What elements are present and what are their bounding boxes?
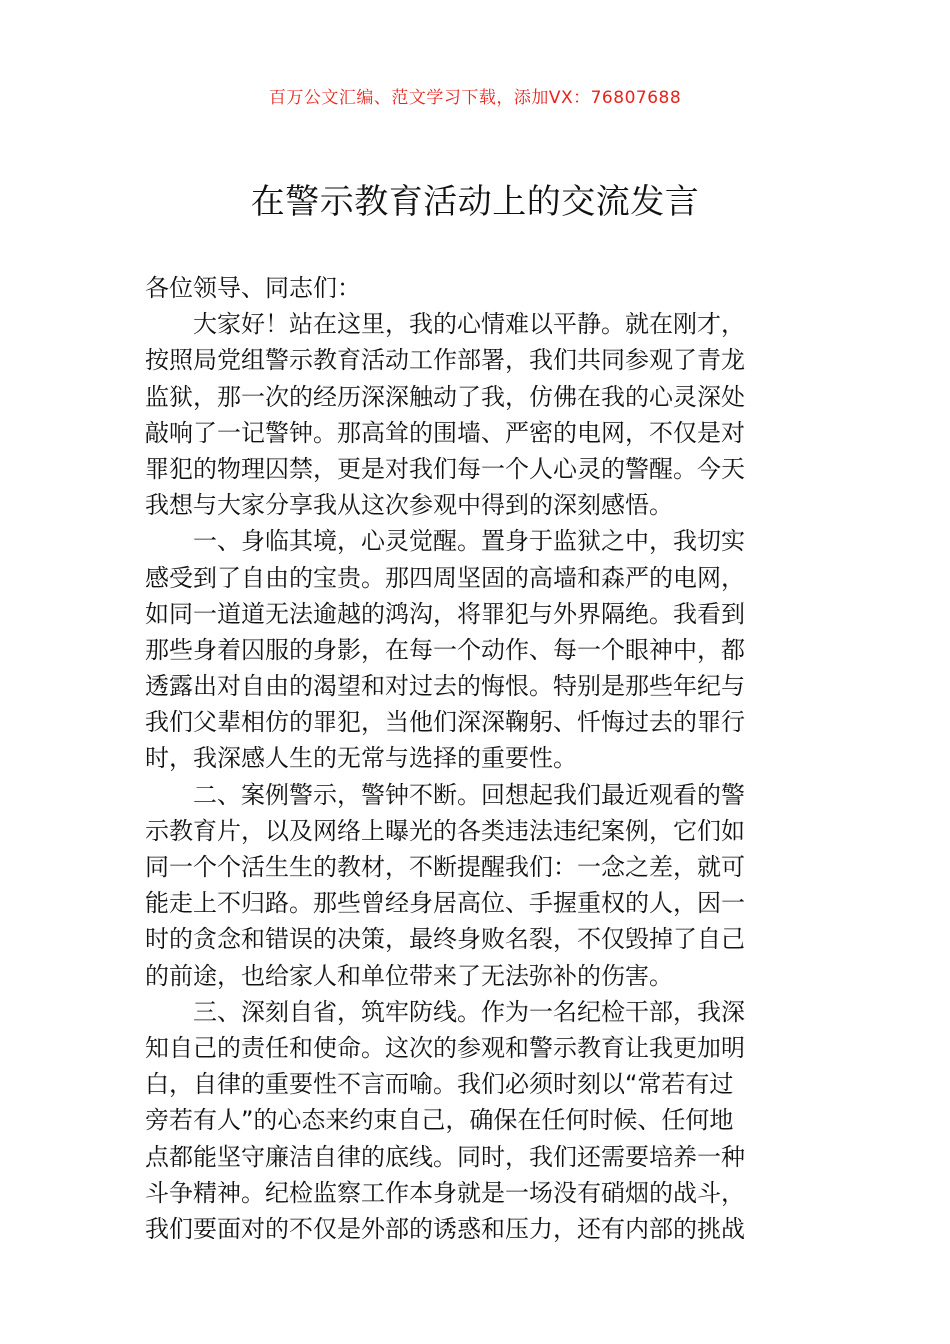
paragraph-line: 如同一道道无法逾越的鸿沟，将罪犯与外界隔绝。我看到 — [145, 599, 745, 628]
paragraph-line: 点都能坚守廉洁自律的底线。同时，我们还需要培养一种 — [145, 1142, 745, 1171]
paragraph-line: 白，自律的重要性不言而喻。我们必须时刻以“常若有过 — [145, 1070, 734, 1099]
paragraph-line: 知自己的责任和使命。这次的参观和警示教育让我更加明 — [145, 1033, 745, 1062]
paragraph-line: 罪犯的物理囚禁，更是对我们每一个人心灵的警醒。今天 — [145, 454, 745, 483]
paragraph-section-three — [145, 994, 807, 1247]
paragraph-line: 三、深刻自省，筑牢防线。作为一名纪检干部，我深 — [193, 997, 745, 1026]
paragraph-line: 时，我深感人生的无常与选择的重要性。 — [145, 744, 577, 773]
paragraph-line: 的前途，也给家人和单位带来了无法弥补的伤害。 — [145, 961, 673, 990]
paragraph-line: 那些身着囚服的身影，在每一个动作、每一个眼神中，都 — [145, 635, 745, 664]
paragraph-line: 旁若有人”的心态来约束自己，确保在任何时候、任何地 — [145, 1106, 734, 1135]
paragraph-line: 透露出对自由的渴望和对过去的悔恨。特别是那些年纪与 — [145, 672, 745, 701]
download-notice: 百万公文汇编、范文学习下载，添加VX：76807688 — [268, 88, 682, 108]
paragraph-line: 我想与大家分享我从这次参观中得到的深刻感悟。 — [145, 491, 673, 520]
paragraph-line: 我们要面对的不仅是外部的诱惑和压力，还有内部的挑战 — [145, 1214, 745, 1243]
paragraph-opening — [145, 306, 807, 523]
paragraph-line: 能走上不归路。那些曾经身居高位、手握重权的人，因一 — [145, 889, 745, 918]
paragraph-line: 感受到了自由的宝贵。那四周坚固的高墙和森严的电网， — [145, 563, 745, 592]
paragraph-line: 我们父辈相仿的罪犯，当他们深深鞠躬、忏悔过去的罪行 — [145, 708, 745, 737]
document-body — [145, 270, 807, 1247]
document-title: 在警示教育活动上的交流发言 — [250, 182, 700, 222]
paragraph-line: 大家好！站在这里，我的心情难以平静。就在刚才， — [193, 310, 745, 339]
paragraph-line: 一、身临其境，心灵觉醒。置身于监狱之中，我切实 — [193, 527, 745, 556]
paragraph-line: 同一个个活生生的教材，不断提醒我们：一念之差，就可 — [145, 853, 745, 881]
paragraph-line: 时的贪念和错误的决策，最终身败名裂，不仅毁掉了自己 — [145, 925, 745, 954]
paragraph-line: 按照局党组警示教育活动工作部署，我们共同参观了青龙 — [145, 346, 745, 375]
salutation: 各位领导、同志们： — [145, 274, 361, 302]
paragraph-line: 二、案例警示，警钟不断。回想起我们最近观看的警 — [193, 780, 745, 809]
paragraph-line: 斗争精神。纪检监察工作本身就是一场没有硝烟的战斗， — [145, 1178, 745, 1207]
paragraph-section-two — [145, 777, 807, 994]
paragraph-line: 示教育片，以及网络上曝光的各类违法违纪案例，它们如 — [145, 816, 745, 845]
paragraph-section-one — [145, 523, 807, 776]
paragraph-line: 敲响了一记警钟。那高耸的围墙、严密的电网，不仅是对 — [145, 418, 745, 447]
paragraph-line: 监狱，那一次的经历深深触动了我，仿佛在我的心灵深处 — [145, 382, 745, 411]
